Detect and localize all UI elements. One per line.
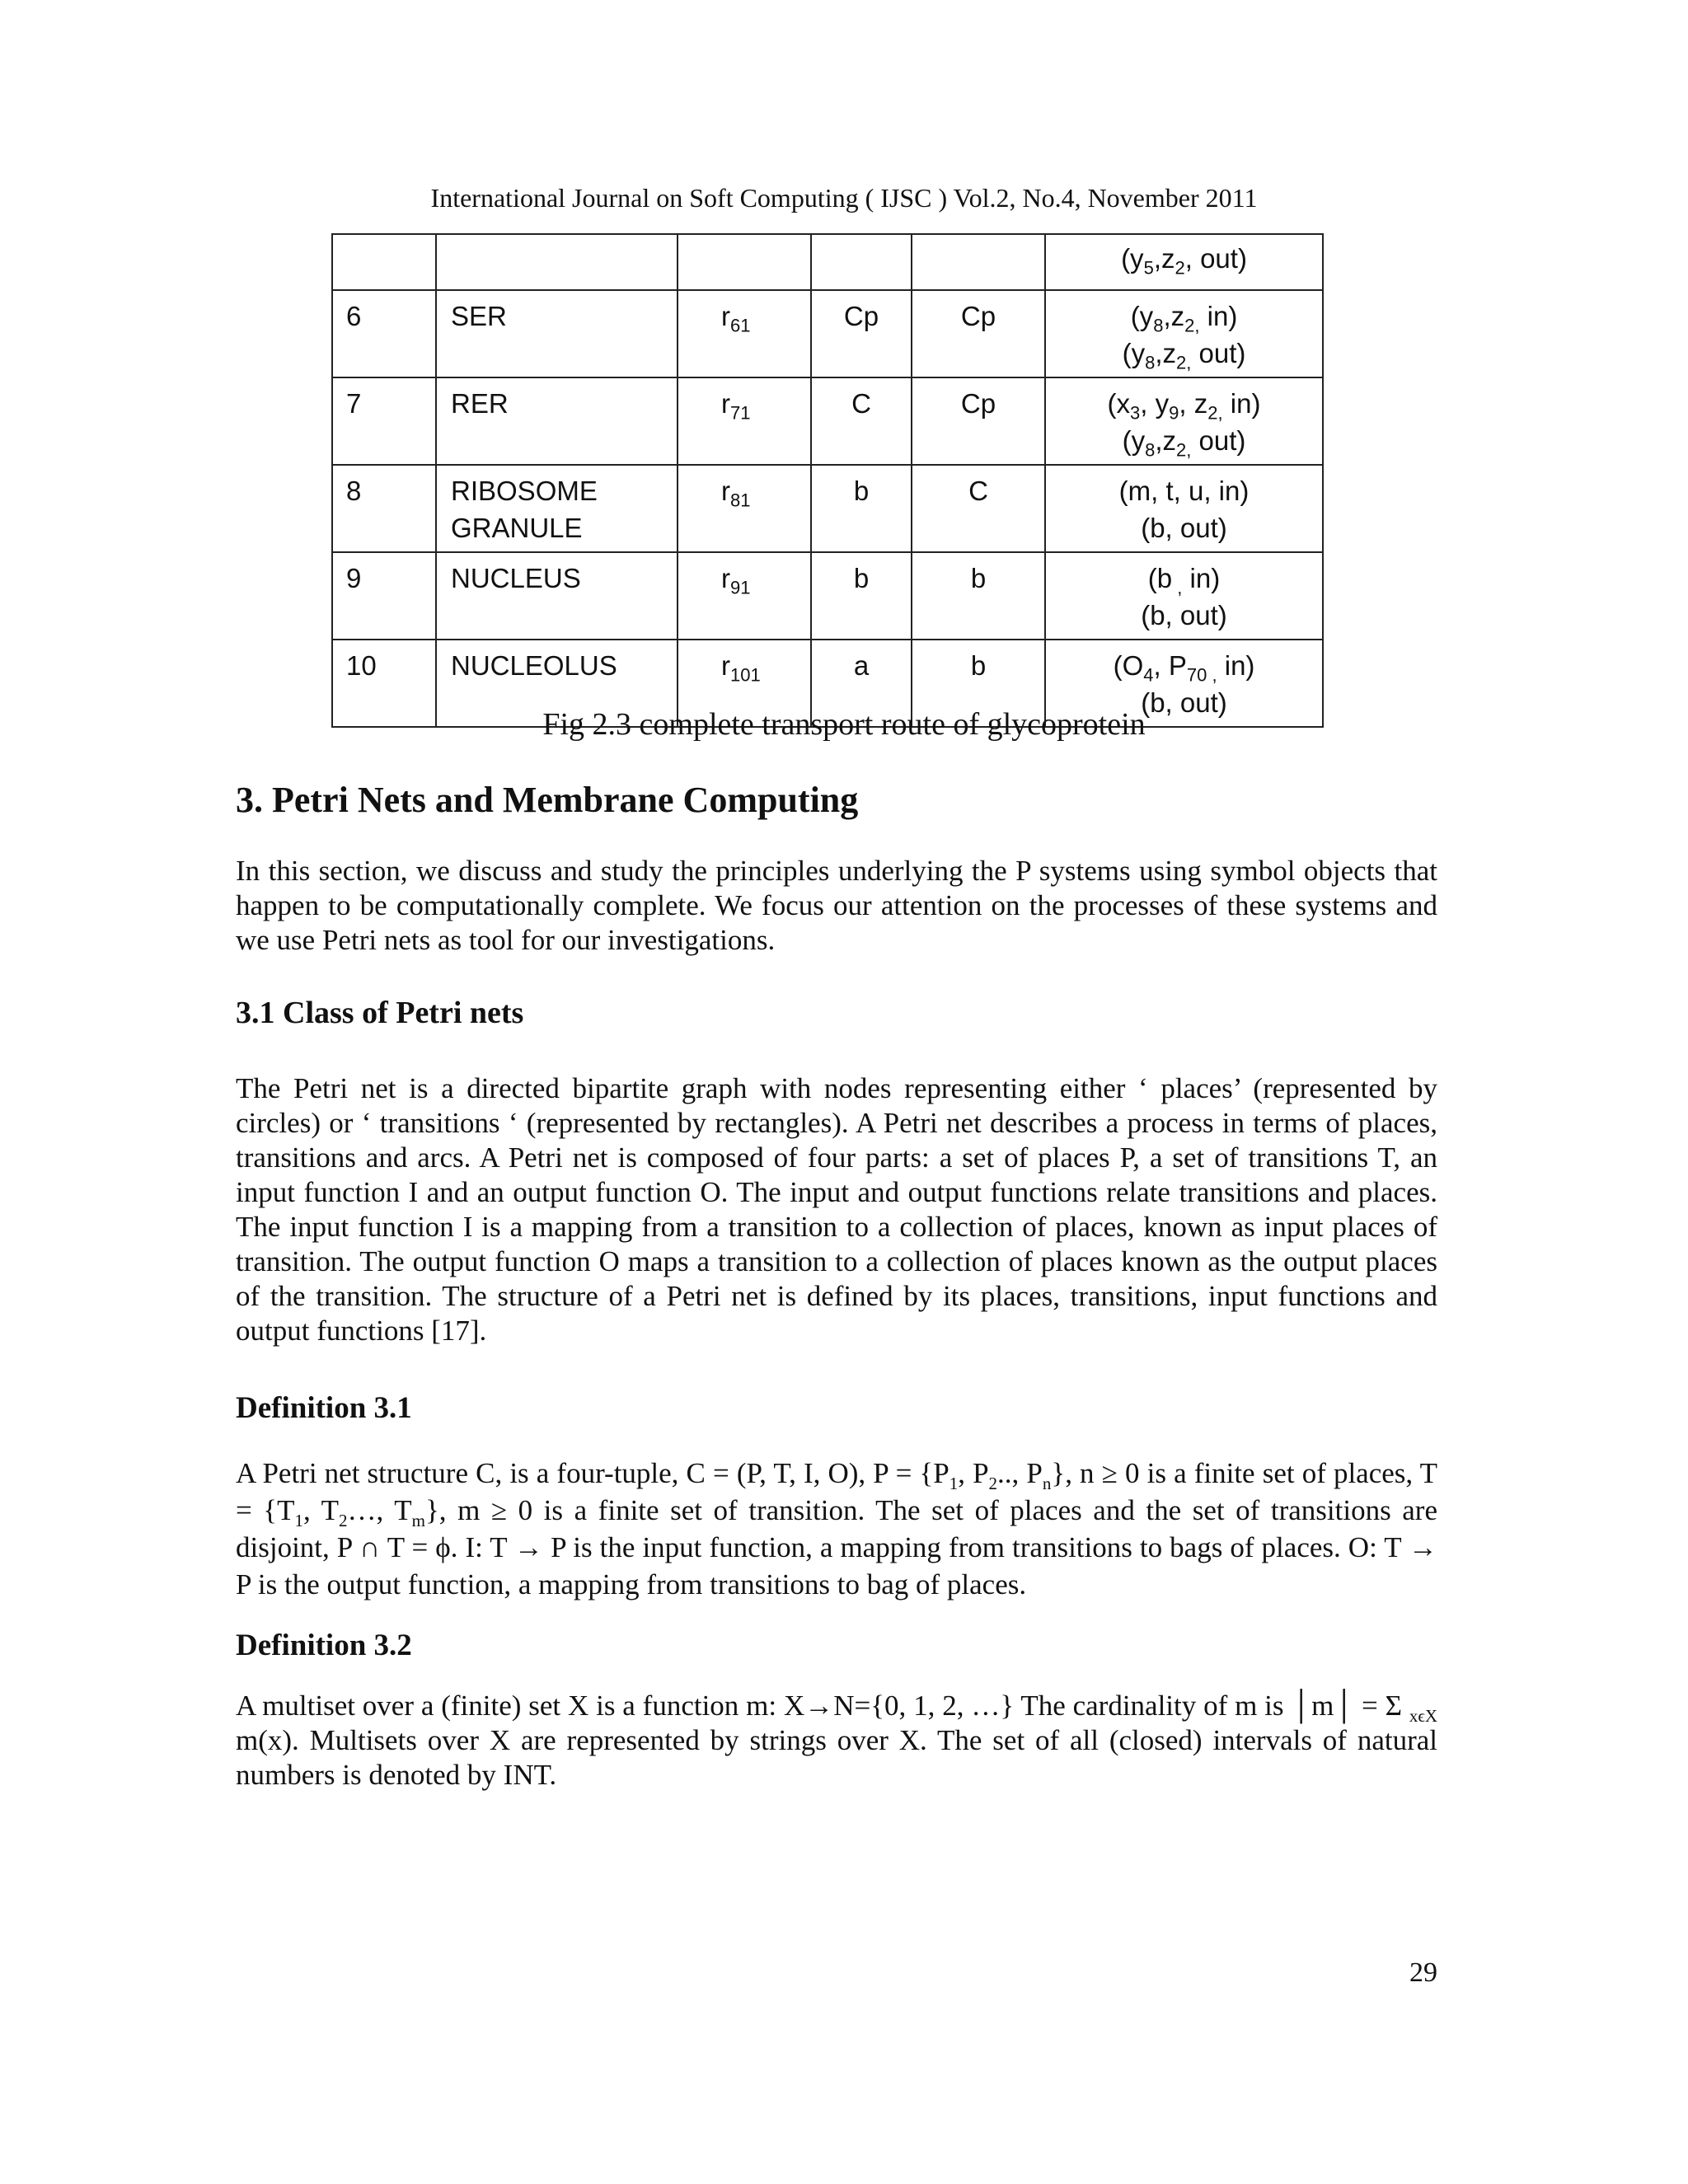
table-cell-a <box>811 234 912 290</box>
table-row <box>332 552 1323 640</box>
petri-net-paragraph: The Petri net is a directed bipartite graph with nodes representing either ‘ places’ (represented by circles) or ‘ transitions ‘ (represented by rectangles). A Petri net describes a process in terms of places, transitions and arcs. A Petri net is composed of four parts: a set of places P, a set of transitions T, an input function I and an output function O. The input and output functions relate transitions and places. The input function I is a mapping from a transition to a collection of places, known as input places of transition. The output function O maps a transition to a collection of places known as the output places of the transition. The structure of a Petri net is defined by its places, transitions, input functions and output functions [17]. <box>236 1072 1437 1347</box>
definition-paragraph: A multiset over a (finite) set X is a function m: X→N={0, 1, 2, …} The cardinality of m is │m│ = Σ $_{x\epsilon X}$ m(x). Multisets over X are represented by strings over X. The set of all (closed) intervals of natural numbers is denoted by INT. <box>236 1690 1437 1791</box>
table-row <box>332 290 1323 377</box>
table-cell-a: Cp <box>811 290 912 377</box>
table-cell-rule: $r_{61}$ <box>678 290 811 377</box>
table-row <box>332 377 1323 465</box>
table-cell-no: 9 <box>332 552 436 640</box>
section-intro-paragraph: In this section, we discuss and study the principles underlying the P systems using symbol objects that happen to be computationally complete. We focus our attention on the processes of these systems and we use Petri nets as tool for our investigations. <box>236 855 1437 956</box>
page-number: 29 <box>1409 1957 1437 1988</box>
table-cell-transport: ($x_3$, $y_9$, $z_{2,}$ in) ($y_8,z_{2,}$ out) <box>1045 377 1323 465</box>
table-cell-b: b <box>912 552 1045 640</box>
table-cell-name: RIBOSOME GRANULE <box>436 465 678 552</box>
table-cell-no: 6 <box>332 290 436 377</box>
table-cell-rule <box>678 234 811 290</box>
table-cell-rule: $r_{101}$ <box>678 640 811 727</box>
table-cell-a: C <box>811 377 912 465</box>
table-cell-no: 10 <box>332 640 436 727</box>
definition-heading: Definition 3.1 <box>236 1391 412 1425</box>
definition-paragraph: A Petri net structure C, is a four-tuple, C = (P, T, I, O), $P = \{P_1$, $P_2$.., $P_n$}, n ≥ 0 is a finite set of places, $T = \{T_1$, $T_2\dots$, $T_m$}, m ≥ 0 is a finite set of transition. The set of places and the set of transitions are disjoint, P ∩ T = ϕ. I: T → P is the input function, a mapping from transitions to bags of places. O: T → P is the output function, a mapping from transitions to bag of places. <box>236 1457 1438 1601</box>
table-cell-rule: $r_{81}$ <box>678 465 811 552</box>
table-cell-transport: ($O_4$, $P_{70 ,}$ in) (b, out) <box>1045 640 1323 727</box>
definition-heading: Definition 3.2 <box>236 1629 412 1662</box>
figure-caption: Fig 2.3 complete transport route of glycoprotein <box>542 707 1146 742</box>
table-cell-b: Cp <box>912 377 1045 465</box>
running-header: International Journal on Soft Computing ( IJSC ) Vol.2, No.4, November 2011 <box>430 183 1258 213</box>
table-row <box>332 234 1323 290</box>
table-cell-rule: $r_{91}$ <box>678 552 811 640</box>
table-cell-b <box>912 234 1045 290</box>
transport-route-table <box>331 233 1324 728</box>
section-heading: 3. Petri Nets and Membrane Computing <box>236 780 859 820</box>
table-cell-no <box>332 234 436 290</box>
table-cell-no: 7 <box>332 377 436 465</box>
table-cell-name: NUCLEUS <box>436 552 678 640</box>
table-cell-name: NUCLEOLUS <box>436 640 678 727</box>
table-cell-name: RER <box>436 377 678 465</box>
table-cell-no: 8 <box>332 465 436 552</box>
table-cell-transport: ($y_8,z_{2,}$ in) ($y_8,z_{2,}$ out) <box>1045 290 1323 377</box>
subsection-heading: 3.1 Class of Petri nets <box>236 996 524 1030</box>
table-cell-b: C <box>912 465 1045 552</box>
table-cell-a: a <box>811 640 912 727</box>
table-row <box>332 465 1323 552</box>
table-cell-name: SER <box>436 290 678 377</box>
table-cell-a: b <box>811 465 912 552</box>
table-cell-rule: $r_{71}$ <box>678 377 811 465</box>
table-cell-b: Cp <box>912 290 1045 377</box>
table-cell-transport: (b $_,$ in) (b, out) <box>1045 552 1323 640</box>
table-cell-b: b <box>912 640 1045 727</box>
table-cell-transport: (m, t, u, in) (b, out) <box>1045 465 1323 552</box>
table-cell-a: b <box>811 552 912 640</box>
table-cell-transport: ($y_5,z_2$, out) <box>1045 234 1323 290</box>
table-cell-name <box>436 234 678 290</box>
